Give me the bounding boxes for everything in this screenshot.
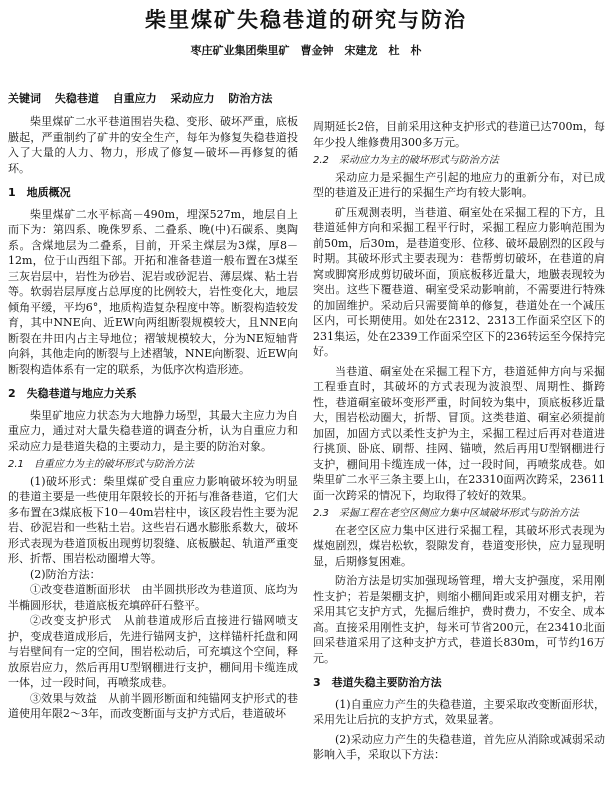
body-paragraph: 周期延长2倍，目前采用这种支护形式的巷道已达700m，每年少投人维修费用300多万元。: [313, 120, 605, 149]
subsection-heading: 2.1 自重应力为主的破坏形式与防治方法: [8, 459, 194, 470]
body-paragraph: 当巷道、硐室处在采掘工程下方，巷道延伸方向与采掘工程垂直时，其破坏的方式表现为波浪型、周期性、撕跨性，巷道硐室破坏变形严重，时间较为集中，顶底板移近量大，围岩松动圈大，折帮、冒顶。这类巷道、硐室必须提前加固，加固方式以柔性支护为主，采掘工程过后再对巷道进行挑顶、卧底、刷帮、挂网、锚喷，然后再用U型钢棚进行支护，棚间用卡缆连成一体，过一段时间，再喷浆成巷。如柴里矿二水平三条主要上山，在23310面两次跨采，23611面一次跨采的情况下，均取得了较好的效果。: [313, 364, 605, 502]
keyword: 失稳巷道: [54, 92, 99, 105]
section-heading: 1 地质概况: [8, 186, 71, 199]
body-paragraph: (1)破坏形式：柴里煤矿受自重应力影响破坏较为明显的巷道主要是一些使用年限较长的开拓与准备巷道，它们大多布置在3煤底板下10－40m岩柱中，该区段岩性主要为泥岩、砂泥岩和一些粘土岩。这些岩石遇水膨胀系数大，破坏形式表现为巷道顶板出现剪切裂缝、底板臌起、轨道严重变形、折帮、围岩松动圈增大等。: [8, 474, 298, 565]
paper-authors: 枣庄矿业集团柴里矿 曹金钟 宋建龙 杜 朴: [190, 44, 422, 57]
body-paragraph: 柴里煤矿二水平标高－490m，埋深527m，地层自上而下为：第四系、晚侏罗系、二叠系、晚(中)石碳系、奥陶系。含煤地层为二叠系，目前，开采主煤层为3煤，厚8－12m，位于山西组下部。开拓和准备巷道一般布置在3煤至三灰岩层中，岩性为砂岩、泥岩或砂泥岩、薄层煤、粘土岩等。软弱岩层厚度占总厚度的比例较大，岩性变化大，地层倾角平缓，平均6°，地质构造复杂程度中等。断裂构造较发育，其中NNE向、近EW向两组断裂规模较大，且NNE向断裂在井田内占主导地位；褶皱规模较大，分为NE短轴背向斜，其他走向的断裂与上述褶皱，NNE向断裂、近EW向断裂构造体系有一定的联系，为低序次构造形迹。: [8, 207, 298, 376]
body-paragraph: 矿压观测表明，当巷道、硐室处在采掘工程的下方，且巷道延伸方向和采掘工程平行时，采掘工程应力影响范围为前50m，后30m，是巷道变形、位移、破坏最剧烈的区段与时期。其破坏形式主要表现为：巷帮剪切破坏，在巷道的肩窝或脚窝形成剪切破坏面，顶底板移近量大，地臌表现较为突出。这些下覆巷道、硐室受采动影响前，不需要进行特殊的加固维护。采动后只需要简单的修复，巷道处在一个减压区内，可长期使用。如处在2312、2313工作面采空区下的231集运，处在2339工作面采空区下的236转运至今保持完好。: [313, 205, 605, 358]
keyword: 自重应力: [112, 92, 157, 105]
body-paragraph: 在老空区应力集中区进行采掘工程，其破坏形式表现为煤炮剧烈，煤岩松软，裂隙发育，巷道变形快，应力显现明显，后期修复困难。: [313, 523, 605, 568]
keywords-label: 关键词: [8, 92, 41, 105]
body-paragraph: 防治方法是切实加强现场管理，增大支护强度，采用刚性支护；若是架棚支护，则缩小棚间距或采用对棚支护，若采用其它支护方式，先掘后维护，费时费力，不安全、成本高。直接采用刚性支护，每米可节省200元，在23410北面回采巷道采用了这种支护方式，巷道长830m，可节约16万元。: [313, 574, 605, 665]
keyword: 防治方法: [228, 92, 273, 105]
body-paragraph: ①改变巷道断面形状 由半圆拱形改为巷道顶、底均为半椭圆形状，巷道底板充填碎矸石整平。: [8, 583, 298, 612]
section-heading: 3 巷道失稳主要防治方法: [313, 676, 442, 689]
left-column: [8, 114, 298, 722]
body-paragraph: (2)采动应力产生的失稳巷道，首先应从消除或减弱采动影响入手，采取以下方法：: [313, 732, 605, 761]
section-heading: 2 失稳巷道与地应力关系: [8, 387, 137, 400]
keywords-line: [8, 90, 598, 106]
body-paragraph: ②改变支护形式 从前巷道成形后直接进行锚网喷支护，变成巷道成形后，先进行锚网支护，这样锚杆托盘和网与岩壁间有一定的空间，围岩松动后，可充填这个空间，释放原岩应力，然后再用U型钢棚进行支护，棚间用卡缆连成一体，过一段时间，再喷浆成巷。: [8, 614, 298, 689]
body-paragraph: ③效果与效益 从前半圆形断面和纯锚网支护形式的巷道使用年限2～3年，而改变断面与支护方式后，巷道破坏: [8, 691, 298, 720]
body-paragraph: 采动应力是采掘生产引起的地应力的重新分布，对已成型的巷道及正进行的采掘生产均有较大影响。: [313, 170, 605, 199]
paper-title: 柴里煤矿失稳巷道的研究与防治: [145, 8, 467, 32]
subsection-heading: 2.2 采动应力为主的破坏形式与防治方法: [313, 155, 499, 166]
subsection-heading: 2.3 采掘工程在老空区侧应力集中区域破坏形式与防治方法: [313, 508, 579, 519]
keyword: 采动应力: [170, 92, 215, 105]
body-paragraph: (1)自重应力产生的失稳巷道，主要采取改变断面形状，采用先让后抗的支护方式，效果显著。: [313, 697, 605, 726]
body-paragraph: 柴里矿地应力状态为大地静力场型，其最大主应力为自重应力，通过对大量失稳巷道的调查分析，认为自重应力和采动应力是巷道失稳的主要动力，是主要的防治对象。: [8, 408, 298, 453]
right-column: [313, 119, 605, 763]
intro-paragraph: 柴里煤矿二水平巷道围岩失稳、变形、破坏严重，底板臌起，严重制约了矿井的安全生产，每年为修复失稳巷道投入了大量的人力、物力，形成了修复—破坏—再修复的循环。: [8, 115, 298, 175]
body-paragraph: (2)防治方法：: [30, 567, 101, 581]
